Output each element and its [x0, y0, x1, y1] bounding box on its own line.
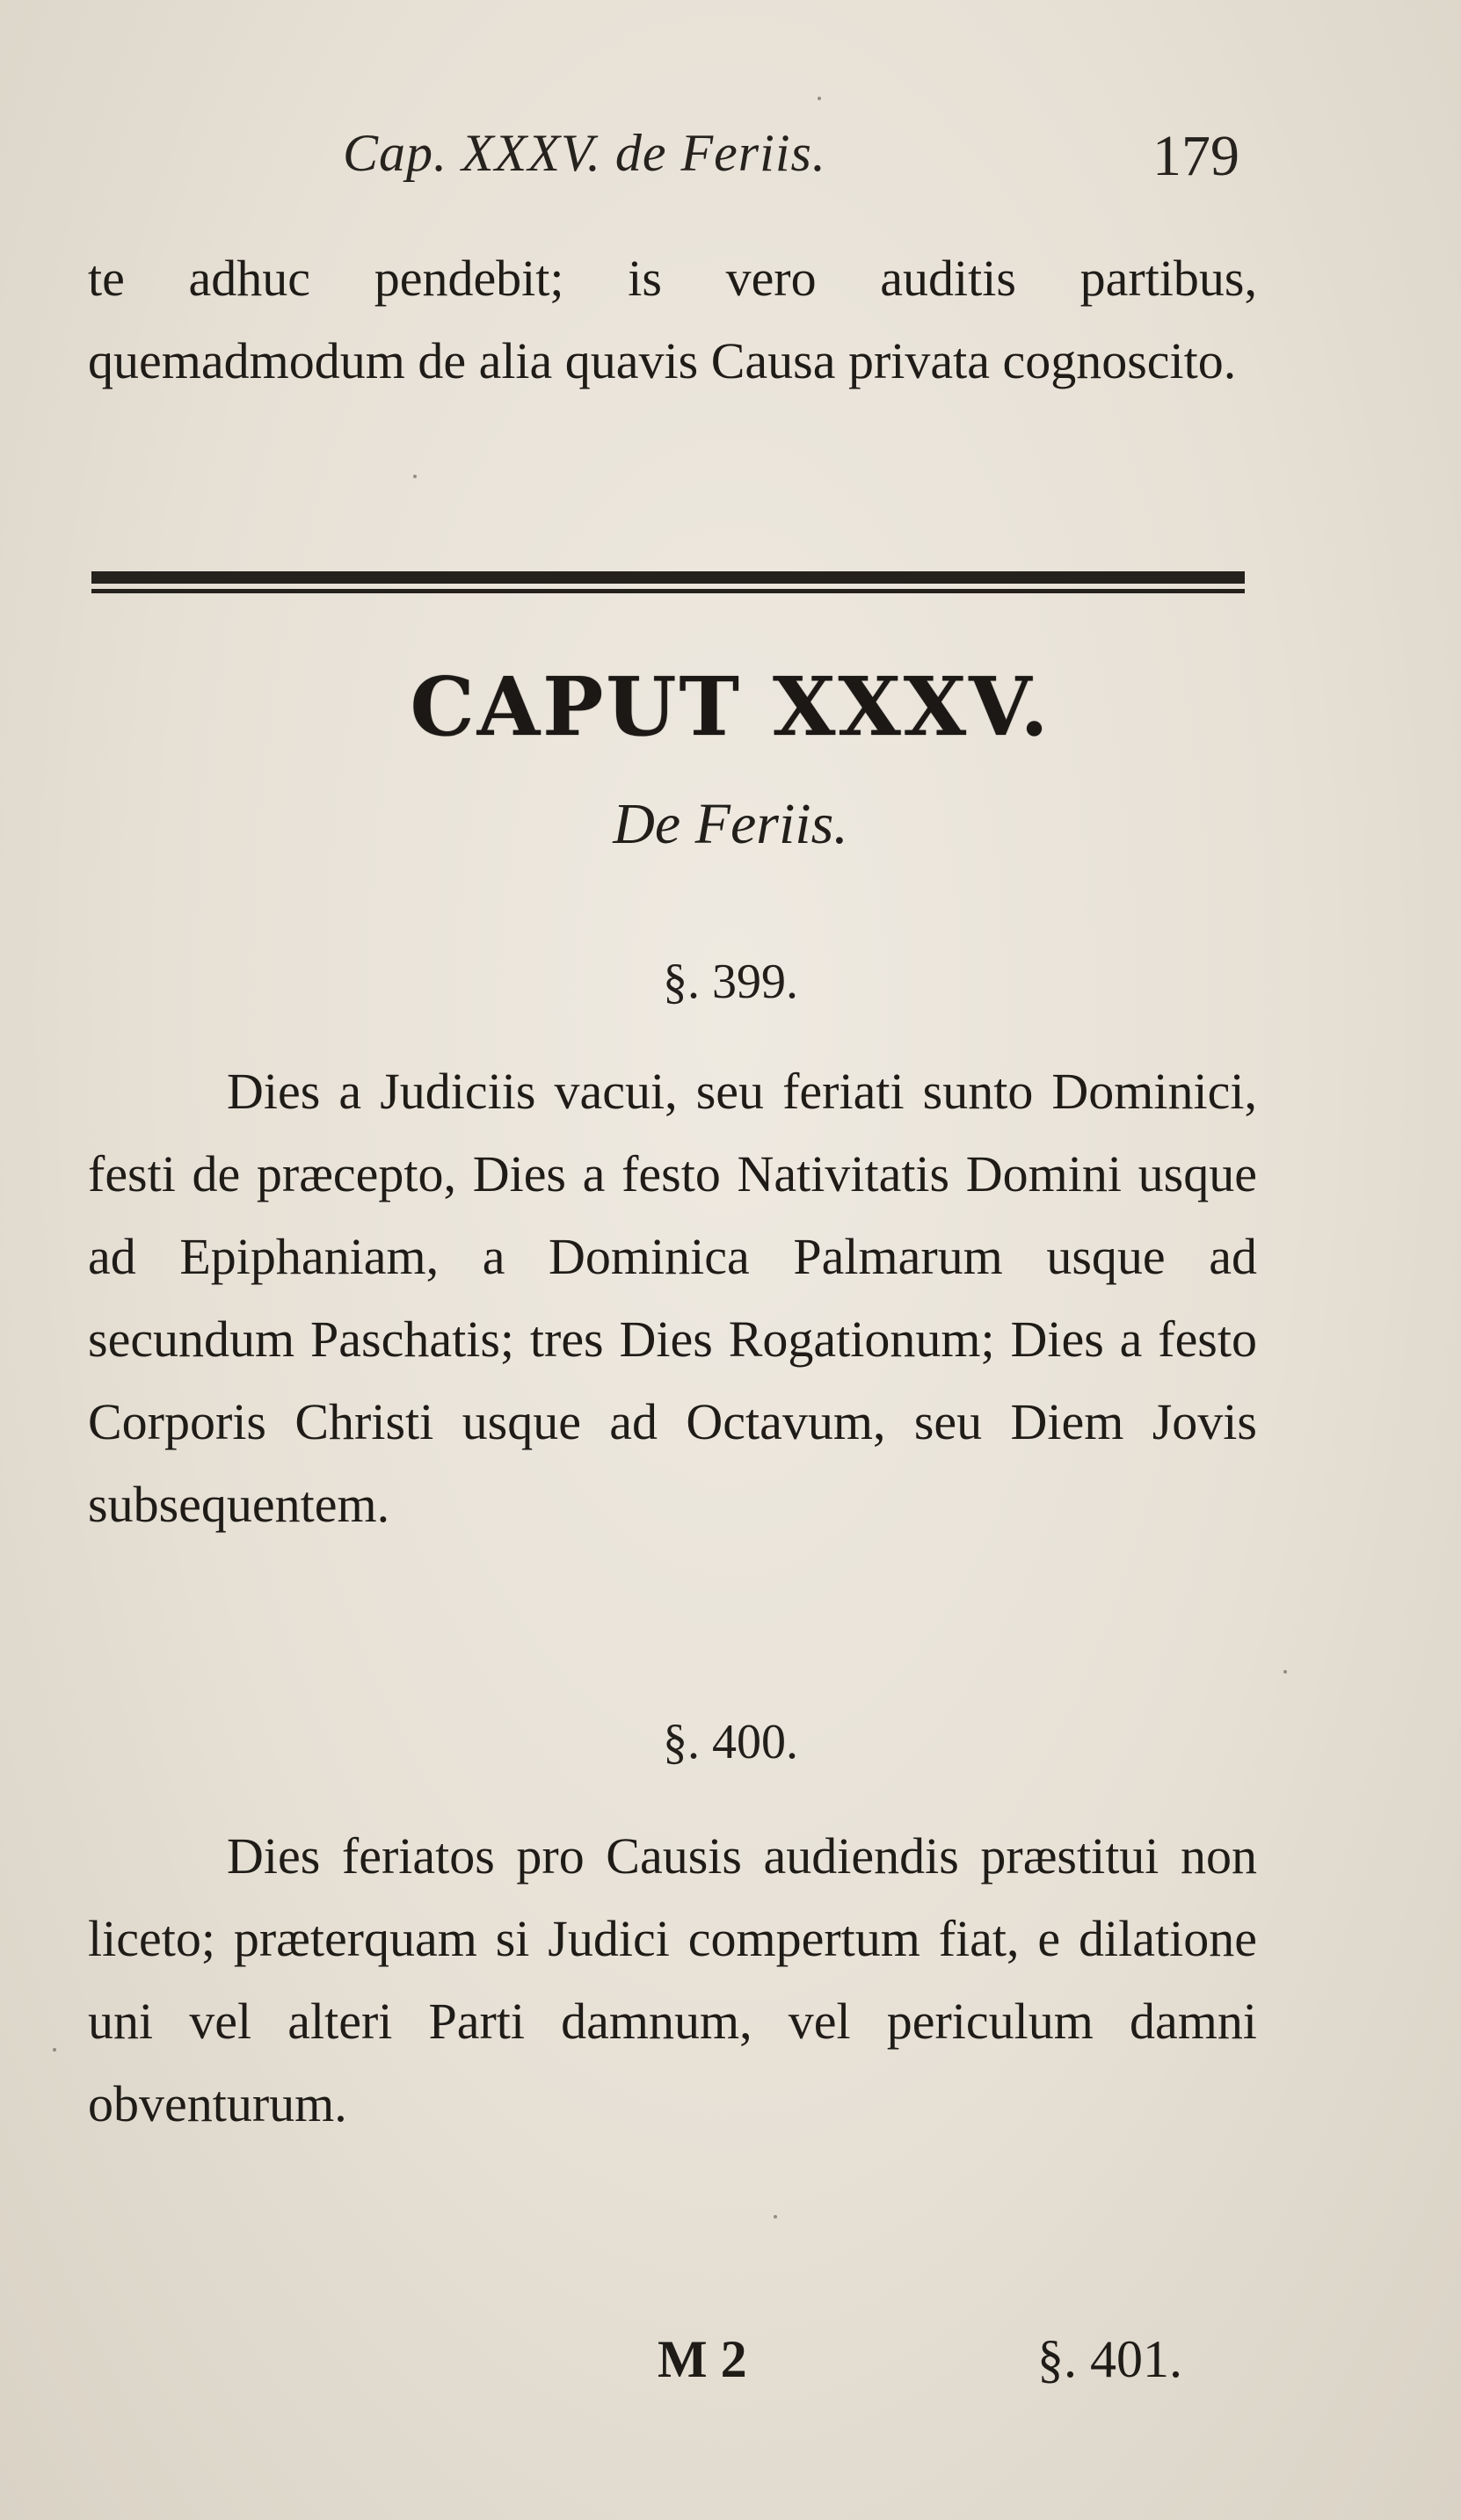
chapter-heading: CAPUT XXXV. [410, 659, 1051, 754]
paper-speck [774, 2215, 777, 2219]
section-paragraph-399: Dies a Judiciis vacui, seu feriati sunto Dominici, festi de præcepto, Dies a festo Nativitatis Domini usque ad Epiphaniam, a Dominica Palmarum usque ad secundum Paschatis; tres Dies Rogationum; Dies a festo Corporis Christi usque ad Octavum, seu Diem Jovis subsequentem. [88, 1063, 1257, 1533]
chapter-divider-rule [91, 571, 1245, 596]
rule-thin-line [91, 589, 1245, 593]
running-head [343, 123, 1239, 202]
page-footer [0, 2329, 1461, 2400]
signature-mark: M 2 [658, 2330, 747, 2388]
section-number-399: §. 399. [663, 955, 798, 1009]
carry-over-paragraph: te adhuc pendebit; is vero auditis partibus, quemadmodum de alia quavis Causa privata cognoscito. [88, 250, 1257, 389]
paper-speck [1283, 1670, 1287, 1674]
chapter-subtitle: De Feriis. [613, 792, 848, 856]
paper-speck [413, 475, 417, 478]
running-head-title: Cap. XXXV. de Feriis. [343, 124, 826, 182]
section-paragraph-400: Dies feriatos pro Causis audiendis præstitui non liceto; præterquam si Judici compertum fiat, e dilatione uni vel alteri Parti damnum, vel periculum damni obventurum. [88, 1827, 1257, 2132]
catchword: §. 401. [1037, 2330, 1182, 2388]
section-number-400: §. 400. [663, 1715, 798, 1769]
paper-speck [53, 2048, 56, 2052]
paper-speck [818, 97, 821, 100]
rule-thick-line [91, 571, 1245, 584]
page-number: 179 [1152, 124, 1239, 188]
